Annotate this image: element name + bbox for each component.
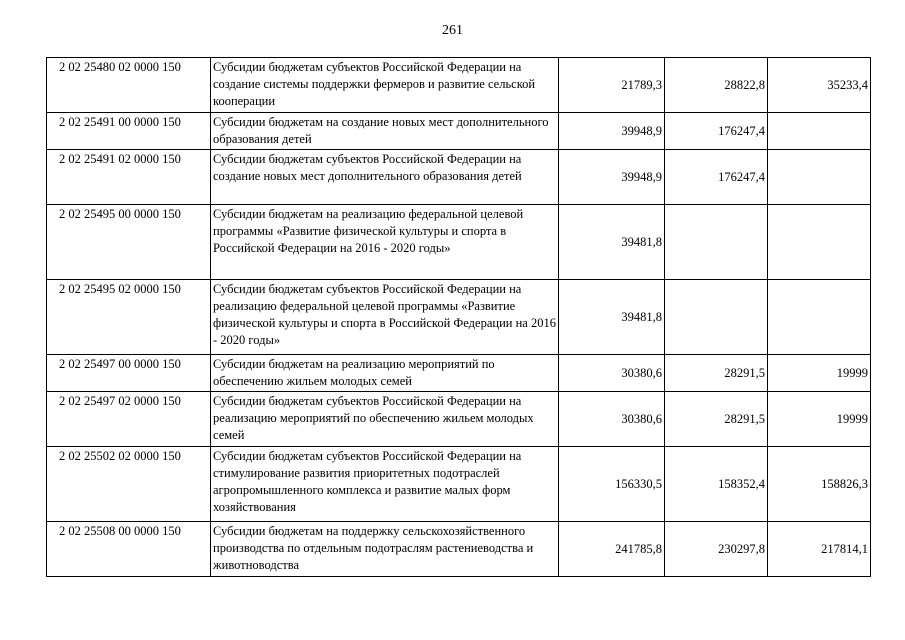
table-row xyxy=(47,522,871,577)
value-year-1: 39948,9 xyxy=(559,150,665,205)
table-row xyxy=(47,280,871,355)
value-year-1: 39481,8 xyxy=(559,205,665,280)
row-description: Субсидии бюджетам на реализацию федеральной целевой программы «Развитие физической культуры и спорта в Российской Федерации на 2016 - 2020 годы» xyxy=(211,205,559,280)
value-year-1: 39948,9 xyxy=(559,113,665,150)
value-year-2: 28822,8 xyxy=(665,58,768,113)
row-description: Субсидии бюджетам субъектов Российской Федерации на реализацию мероприятий по обеспечению жильем молодых семей xyxy=(211,392,559,447)
budget-code: 2 02 25491 00 0000 150 xyxy=(47,113,211,150)
page-number: 261 xyxy=(442,23,463,38)
value-year-3 xyxy=(768,280,871,355)
budget-code: 2 02 25491 02 0000 150 xyxy=(47,150,211,205)
table-row xyxy=(47,392,871,447)
value-year-3: 35233,4 xyxy=(768,58,871,113)
value-year-1: 241785,8 xyxy=(559,522,665,577)
budget-code: 2 02 25480 02 0000 150 xyxy=(47,58,211,113)
value-year-1: 30380,6 xyxy=(559,392,665,447)
budget-code: 2 02 25502 02 0000 150 xyxy=(47,447,211,522)
budget-table xyxy=(46,57,871,577)
row-description: Субсидии бюджетам субъектов Российской Федерации на реализацию федеральной целевой программы «Развитие физической культуры и спорта в Российской Федерации на 2016 - 2020 годы» xyxy=(211,280,559,355)
value-year-1: 39481,8 xyxy=(559,280,665,355)
value-year-3 xyxy=(768,113,871,150)
value-year-3: 217814,1 xyxy=(768,522,871,577)
row-description: Субсидии бюджетам субъектов Российской Федерации на стимулирование развития приоритетных подотраслей агропромышленного комплекса и развитие малых форм хозяйствования xyxy=(211,447,559,522)
value-year-2: 158352,4 xyxy=(665,447,768,522)
row-description: Субсидии бюджетам субъектов Российской Федерации на создание новых мест дополнительного образования детей xyxy=(211,150,559,205)
value-year-3 xyxy=(768,205,871,280)
budget-code: 2 02 25497 02 0000 150 xyxy=(47,392,211,447)
table-row xyxy=(47,205,871,280)
value-year-2: 230297,8 xyxy=(665,522,768,577)
budget-code: 2 02 25495 00 0000 150 xyxy=(47,205,211,280)
value-year-3 xyxy=(768,150,871,205)
value-year-2 xyxy=(665,280,768,355)
row-description: Субсидии бюджетам субъектов Российской Федерации на создание системы поддержки фермеров и развитие сельской кооперации xyxy=(211,58,559,113)
value-year-1: 30380,6 xyxy=(559,355,665,392)
value-year-3: 158826,3 xyxy=(768,447,871,522)
value-year-2: 28291,5 xyxy=(665,355,768,392)
value-year-3: 19999 xyxy=(768,355,871,392)
value-year-1: 156330,5 xyxy=(559,447,665,522)
row-description: Субсидии бюджетам на поддержку сельскохозяйственного производства по отдельным подотраслям растениеводства и животноводства xyxy=(211,522,559,577)
table-row xyxy=(47,58,871,113)
table-row xyxy=(47,150,871,205)
table-row xyxy=(47,113,871,150)
table-row xyxy=(47,447,871,522)
row-description: Субсидии бюджетам на создание новых мест дополнительного образования детей xyxy=(211,113,559,150)
value-year-2: 28291,5 xyxy=(665,392,768,447)
value-year-2: 176247,4 xyxy=(665,113,768,150)
budget-code: 2 02 25508 00 0000 150 xyxy=(47,522,211,577)
budget-code: 2 02 25495 02 0000 150 xyxy=(47,280,211,355)
value-year-2 xyxy=(665,205,768,280)
budget-code: 2 02 25497 00 0000 150 xyxy=(47,355,211,392)
value-year-3: 19999 xyxy=(768,392,871,447)
value-year-1: 21789,3 xyxy=(559,58,665,113)
row-description: Субсидии бюджетам на реализацию мероприятий по обеспечению жильем молодых семей xyxy=(211,355,559,392)
table-row xyxy=(47,355,871,392)
value-year-2: 176247,4 xyxy=(665,150,768,205)
